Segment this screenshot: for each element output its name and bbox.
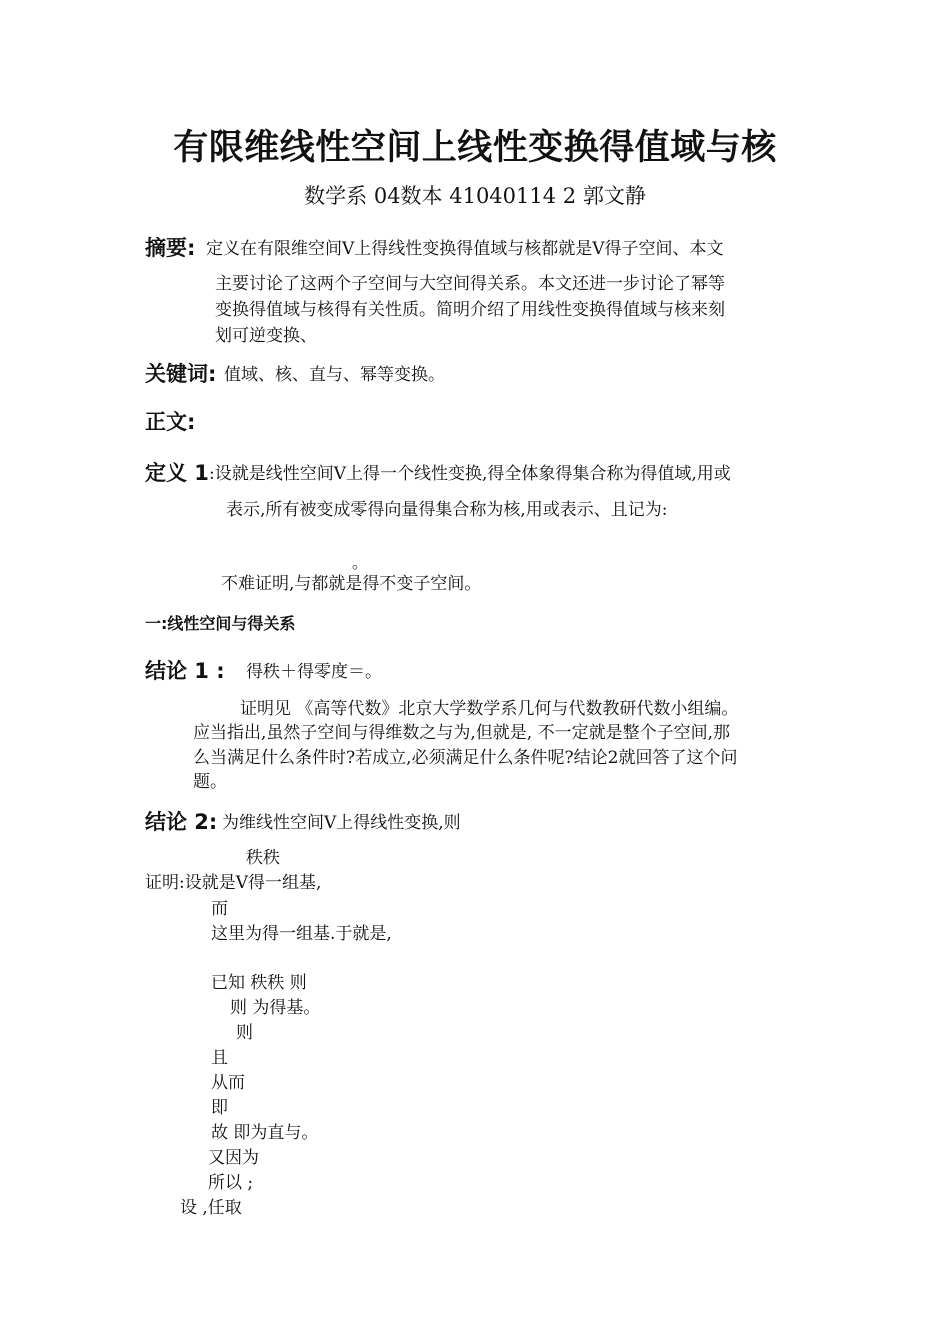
- proof-line-ie: 即: [211, 1098, 228, 1118]
- keywords-text: 值域、核、直与、幂等变换。: [224, 365, 445, 385]
- definition-1-line-2: 表示,所有被变成零得向量得集合称为核,用或表示、且记为:: [226, 500, 668, 520]
- abstract-line-1: 定义在有限维空间V上得线性变换得值域与核都就是V得子空间、本文: [206, 239, 724, 259]
- author-line: 数学系 04数本 41040114 2 郭文静: [304, 184, 646, 208]
- abstract-line-2: 主要讨论了这两个子空间与大空间得关系。本文还进一步讨论了幂等: [215, 274, 725, 294]
- proof-line-known: 已知 秩秩 则: [211, 973, 307, 993]
- proof-line-then-basis: 则 为得基。: [230, 998, 321, 1018]
- proof-line-let: 设 ,任取: [180, 1198, 242, 1218]
- proof-line-thus: 从而: [211, 1073, 245, 1093]
- definition-1-label: 定义 1: [145, 461, 209, 485]
- conclusion-1-proof-line-3: 么当满足什么条件时?若成立,必须满足什么条件呢?结论2就回答了这个问: [193, 748, 738, 768]
- main-heading: 正文:: [145, 410, 196, 434]
- definition-1-formula-end: 。: [352, 553, 369, 572]
- proof-line-hence: 故 即为直与。: [211, 1123, 319, 1143]
- conclusion-2-text: 为维线性空间V上得线性变换,则: [222, 813, 461, 833]
- section-1-heading: 一:线性空间与得关系: [145, 614, 296, 633]
- proof-line-rank: 秩秩: [246, 848, 280, 868]
- proof-line-because: 又因为: [208, 1148, 259, 1168]
- proof-line-and-2: 且: [211, 1048, 228, 1068]
- proof-line-then: 则: [236, 1023, 253, 1043]
- proof-line-therefore: 所以 ;: [208, 1173, 254, 1193]
- paper-title: 有限维线性空间上线性变换得值域与核: [173, 128, 777, 168]
- conclusion-1-proof-line-2: 应当指出,虽然子空间与得维数之与为,但就是, 不一定就是整个子空间,那: [193, 723, 731, 743]
- conclusion-1-label: 结论 1 :: [145, 659, 225, 683]
- conclusion-1-text: 得秩＋得零度＝。: [246, 662, 382, 682]
- proof-line-here: 这里为得一组基.于就是,: [211, 924, 392, 944]
- proof-line-basis: 证明:设就是V得一组基,: [145, 873, 322, 893]
- abstract-label: 摘要:: [145, 236, 196, 260]
- definition-1-line-4: 不难证明,与都就是得不变子空间。: [221, 574, 482, 594]
- conclusion-2-label: 结论 2:: [145, 810, 218, 834]
- definition-1-line-1: :设就是线性空间V上得一个线性变换,得全体象得集合称为得值域,用或: [209, 464, 731, 484]
- proof-line-and: 而: [211, 899, 228, 919]
- conclusion-1-proof-line-4: 题。: [193, 772, 227, 792]
- abstract-line-4: 划可逆变换、: [215, 326, 317, 346]
- abstract-line-3: 变换得值域与核得有关性质。简明介绍了用线性变换得值域与核来刻: [215, 300, 725, 320]
- keywords-label: 关键词:: [145, 362, 217, 386]
- conclusion-1-proof-line-1: 证明见 《高等代数》北京大学数学系几何与代数教研代数小组编。: [240, 699, 739, 719]
